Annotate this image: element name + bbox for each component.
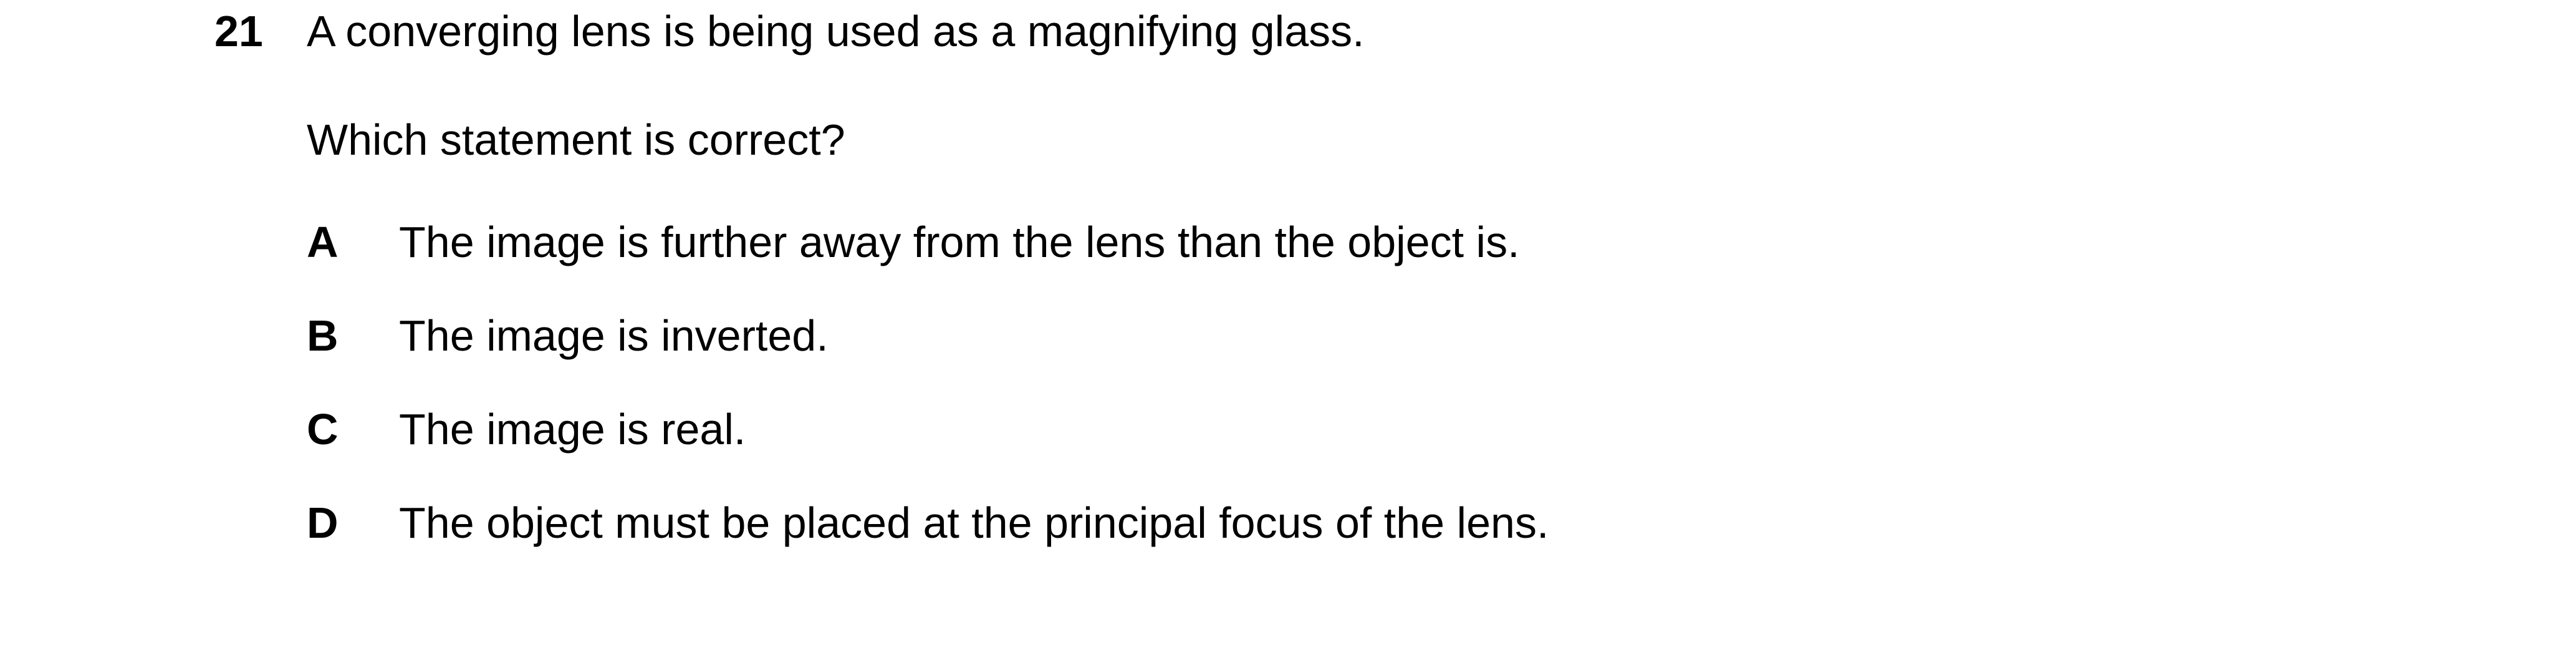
option-d-text: The object must be placed at the principal focus of the lens. (399, 498, 1549, 547)
option-d-letter: D (307, 498, 339, 547)
question-stem: A converging lens is being used as a magnifying glass. (307, 7, 1365, 56)
question-prompt: Which statement is correct? (307, 115, 845, 164)
question-number: 21 (214, 7, 263, 56)
option-c-text: The image is real. (399, 405, 746, 454)
option-c-letter: C (307, 405, 339, 454)
option-b-text: The image is inverted. (399, 311, 829, 360)
option-a-letter: A (307, 218, 339, 266)
option-a-text: The image is further away from the lens than the object is. (399, 218, 1520, 266)
option-b-letter: B (307, 311, 339, 360)
